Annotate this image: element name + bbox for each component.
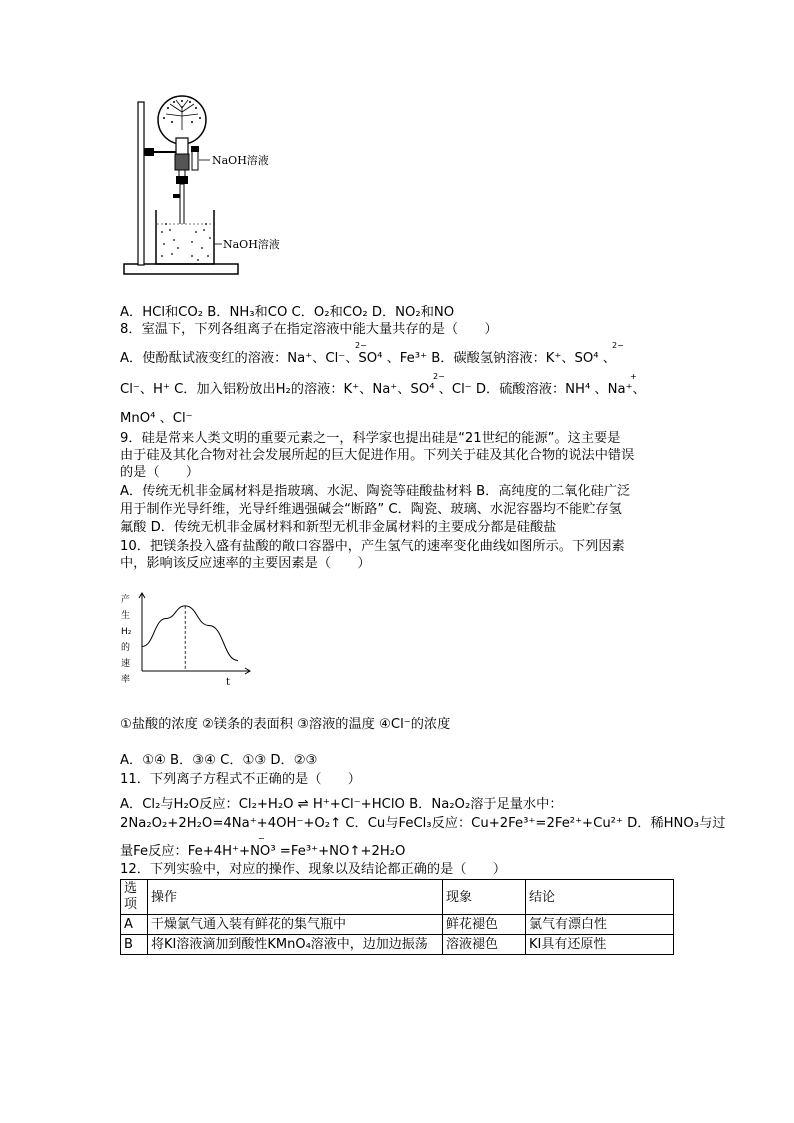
x-axis-label: t (226, 677, 231, 688)
q10-line1: 10．把镁条投入盛有盐酸的敞口容器中，产生氢气的速率变化曲线如图所示。下列因素 (120, 539, 625, 554)
table-cell: KI具有还原性 (526, 935, 674, 955)
table-cell: B (121, 935, 148, 955)
table-header-cell: 结论 (526, 880, 674, 915)
q7-options: A．HCl和CO₂ B．NH₃和CO C．O₂和CO₂ D．NO₂和NO (120, 305, 455, 320)
y-axis-label-char: H₂ (121, 627, 132, 637)
q8-charge-c: 2− (433, 372, 445, 381)
q9-line1: 9．硅是常来人类文明的重要元素之一，科学家也提出硅是“21世纪的能源”。这主要是 (120, 431, 621, 446)
q11-stem: 11．下列离子方程式不正确的是（ ） (120, 772, 361, 787)
q8-line1: A．使酚酞试液变红的溶液：Na⁺、Cl⁻、SO⁴ 、Fe³⁺ B．碳酸氢钠溶液：K⁺、SO⁴ 、 (120, 351, 616, 366)
fountain-apparatus-figure (118, 92, 348, 282)
table-row (121, 935, 674, 955)
q9-line5: 用于制作光导纤维，光导纤维遇强碱会“断路” C．陶瓷、玻璃、水泥容器均不能贮存氢 (120, 502, 622, 517)
table-cell: 氯气有漂白性 (526, 915, 674, 935)
q9-line2: 由于硅及其化合物对社会发展所起的巨大促进作用。下列关于硅及其化合物的说法中错误 (120, 448, 635, 463)
table-cell: 将KI溶液滴加到酸性KMnO₄溶液中，边加边振荡 (148, 935, 443, 955)
label-naoh-upper: NaOH溶液 (212, 154, 269, 167)
q10-options: A．①④ B．③④ C．①③ D．②③ (120, 753, 318, 768)
label-naoh-lower: NaOH溶液 (223, 238, 280, 251)
stand-rod (138, 102, 144, 265)
y-axis-label-char: 速 (121, 659, 131, 669)
q10-line2: 中，影响该反应速率的主要因素是（ ） (120, 556, 371, 571)
q9-line3: 的是（ ） (120, 465, 200, 480)
table-header-cell: 现象 (443, 880, 526, 915)
table-header-cell: 操作 (148, 880, 443, 915)
q8-line2: Cl⁻、H⁺ C．加入铝粉放出H₂的溶液：K⁺、Na⁺、SO⁴ 、Cl⁻ D．硫酸溶液：NH⁴ 、Na⁺、 (120, 382, 646, 397)
rate-curve (142, 606, 238, 661)
q8-charge-d: + (630, 372, 637, 381)
h2-rate-chart (115, 590, 265, 700)
q8-charge-b: 2− (612, 341, 624, 350)
q11-minus: − (258, 834, 265, 843)
y-axis-label-char: 产 (121, 595, 131, 605)
q11-line2: 2Na₂O₂+2H₂O=4Na⁺+4OH⁻+O₂↑ C．Cu与FeCl₃反应：Cu+2Fe³⁺=2Fe²⁺+Cu²⁺ D．稀HNO₃与过 (120, 816, 726, 831)
table-cell: 鲜花褪色 (443, 915, 526, 935)
y-axis-label-char: 的 (121, 643, 131, 653)
table-header-row (121, 880, 674, 915)
q8-stem: 8．室温下，下列各组离子在指定溶液中能大量共存的是（ ） (120, 322, 498, 337)
q11-line3: 量Fe反应：Fe+4H⁺+NO³ =Fe³⁺+NO↑+2H₂O (120, 844, 406, 859)
y-axis-label-char: 生 (121, 611, 131, 621)
table-cell: 干燥氯气通入装有鲜花的集气瓶中 (148, 915, 443, 935)
y-axis-label-char: 率 (121, 675, 131, 685)
table-cell: 溶液褪色 (443, 935, 526, 955)
q12-stem: 12．下列实验中，对应的操作、现象以及结论都正确的是（ ） (120, 862, 507, 877)
q9-line6: 氟酸 D．传统无机非金属材料和新型无机非金属材料的主要成分都是硅酸盐 (120, 520, 557, 535)
q11-line1: A．Cl₂与H₂O反应：Cl₂+H₂O ⇌ H⁺+Cl⁻+HClO B．Na₂O₂溶于足量水中： (120, 797, 563, 812)
q9-line4: A．传统无机非金属材料是指玻璃、水泥、陶瓷等硅酸盐材料 B．高纯度的二氧化硅广泛 (120, 484, 631, 499)
q10-factors: ①盐酸的浓度 ②镁条的表面积 ③溶液的温度 ④Cl⁻的浓度 (120, 717, 451, 732)
q8-charge-a: 2− (355, 341, 367, 350)
table-cell: A (121, 915, 148, 935)
q8-line3: MnO⁴ 、Cl⁻ (120, 411, 193, 426)
table-header-cell: 选 项 (121, 880, 148, 915)
q12-table (120, 879, 674, 955)
table-row (121, 915, 674, 935)
